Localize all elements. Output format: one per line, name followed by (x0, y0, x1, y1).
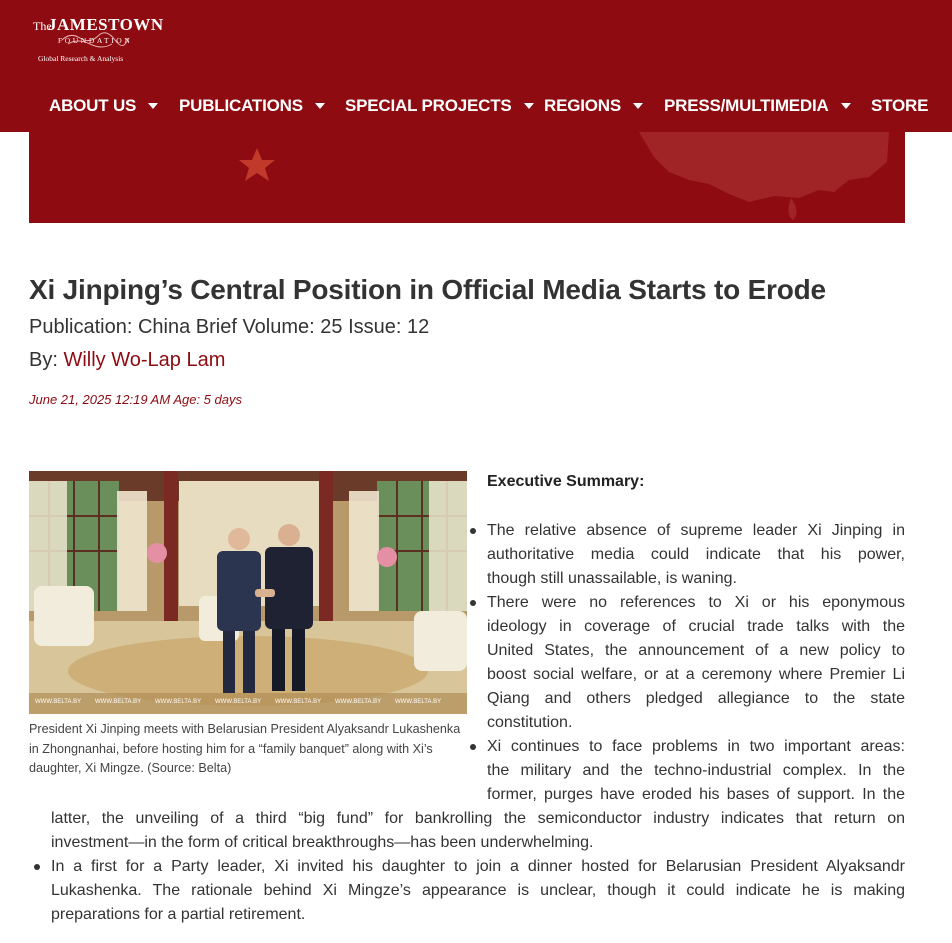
photo-watermark: WWW.BELTA.BY (35, 699, 82, 705)
summary-bullet-2-line-3: United States, the announcement of a new policy to (487, 642, 905, 659)
logo-the: The (33, 19, 52, 33)
summary-bullet-2-line-1: There were no references to Xi or his eponymous (487, 594, 905, 611)
byline (29, 349, 225, 372)
summary-bullet-2-line-6: constitution. (487, 714, 573, 731)
nav-label: SPECIAL PROJECTS (345, 96, 512, 115)
summary-bullet-3-line-5: investment—in the form of critical breakthroughs—has been underwhelming. (51, 834, 594, 851)
nav-label: ABOUT US (49, 96, 137, 115)
chevron-down-icon (148, 103, 158, 109)
bullet-marker (34, 864, 40, 870)
executive-summary-heading: Executive Summary: (487, 473, 645, 490)
logo-name: JAMESTOWN (48, 15, 164, 34)
summary-bullet-2-line-4: boost social welfare, or at a ceremony where Premier Li (487, 666, 905, 683)
summary-bullet-3-line-1: Xi continues to face problems in two important areas: (487, 738, 905, 755)
summary-bullet-4-line-1: In a first for a Party leader, Xi invited his daughter to join a dinner hosted for Belarusian President Alyaksandr (51, 858, 905, 875)
photo-watermark: WWW.BELTA.BY (395, 699, 442, 705)
date-text: June 21, 2025 12:19 AM (29, 392, 171, 407)
photo-watermark: WWW.BELTA.BY (155, 699, 202, 705)
photo-watermark: WWW.BELTA.BY (215, 699, 262, 705)
logo-foundation: FOUNDATION (58, 36, 133, 45)
photo-illustration (29, 471, 467, 714)
site-header (0, 0, 952, 132)
nav-label: REGIONS (544, 96, 622, 115)
bullet-marker (470, 528, 476, 534)
summary-bullet-1-line-1: The relative absence of supreme leader Xi Jinping in (487, 522, 905, 539)
summary-bullet-3-line-4: latter, the unveiling of a third “big fund” for bankrolling the semiconductor industry indicates that return on (51, 810, 905, 827)
summary-bullet-2-line-2: ideology in coverage of crucial trade talks with the (487, 618, 905, 635)
jamestown-logo[interactable] (30, 8, 164, 68)
nav-store[interactable] (871, 92, 928, 120)
article-title: Xi Jinping’s Central Position in Official Media Starts to Erode (29, 274, 826, 305)
nav-label: STORE (871, 96, 929, 115)
chevron-down-icon (524, 103, 534, 109)
chevron-down-icon (315, 103, 325, 109)
article-photo (29, 471, 467, 714)
nav-special-projects[interactable] (345, 92, 534, 120)
byline-label: By: (29, 349, 64, 371)
summary-bullet-4-line-3: preparations for a partial retirement. (51, 906, 306, 923)
photo-watermark: WWW.BELTA.BY (275, 699, 322, 705)
nav-label: PUBLICATIONS (179, 96, 303, 115)
summary-bullet-3-line-3: former, purges have eroded his bases of support. In the (487, 786, 905, 803)
nav-press-multimedia[interactable] (664, 92, 851, 120)
summary-bullet-2-line-5: Qiang and others pledged allegiance to the state (487, 690, 905, 707)
summary-bullet-4-line-2: Lukashenka. The rationale behind Xi Mingze’s appearance is unclear, though it could indicate he is making (51, 882, 905, 899)
age-text: Age: 5 days (173, 392, 242, 407)
chevron-down-icon (633, 103, 643, 109)
nav-regions[interactable] (544, 92, 643, 120)
summary-bullet-3-line-2: the military and the techno-industrial complex. In the (487, 762, 905, 779)
logo-tagline: Global Research & Analysis (38, 54, 124, 63)
nav-about-us[interactable] (49, 92, 158, 120)
photo-caption: President Xi Jinping meets with Belarusian President Alyaksandr Lukashenka in Zhongnanhai, before hosting him for a “family banquet” along with Xi’s daughter, Xi Mingze. (Source: Belta) (29, 722, 461, 775)
summary-bullet-1-line-3: though still unassailable, is waning. (487, 570, 737, 587)
nav-label: PRESS/MULTIMEDIA (664, 96, 829, 115)
bullet-marker (470, 600, 476, 606)
china-map-banner-graphic (29, 132, 905, 223)
author-link[interactable]: Willy Wo-Lap Lam (63, 349, 226, 371)
photo-watermark: WWW.BELTA.BY (95, 699, 142, 705)
publish-date (29, 392, 242, 407)
nav-publications[interactable] (179, 92, 325, 120)
summary-bullet-1-line-2: authoritative media could indicate that his power, (487, 546, 905, 563)
chevron-down-icon (841, 103, 851, 109)
bullet-marker (470, 744, 476, 750)
main-nav (0, 92, 952, 120)
photo-watermark: WWW.BELTA.BY (335, 699, 382, 705)
region-banner (29, 132, 905, 223)
publication-info: Publication: China Brief Volume: 25 Issue: 12 (29, 316, 430, 338)
